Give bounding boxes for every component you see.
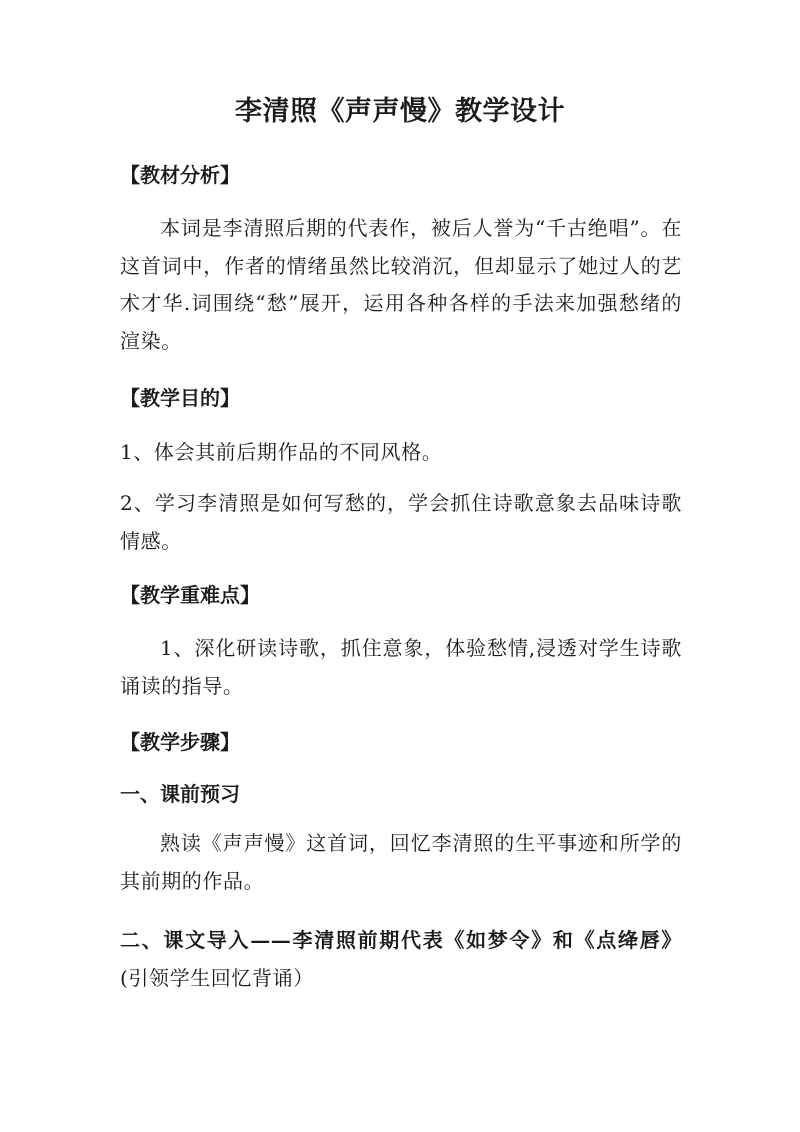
step-2-paragraph [120,922,682,997]
material-analysis-paragraph: 本词是李清照后期的代表作，被后人誉为“千古绝唱”。在这首词中，作者的情绪虽然比较消沉，但却显示了她过人的艺术才华.词围绕“愁”展开，运用各种各样的手法来加强愁绪的渲染。 [120,216,682,353]
section-heading-material-analysis: 【教材分析】 [120,163,240,187]
document-title: 李清照《声声慢》教学设计 [235,96,565,127]
objective-item-2: 2、学习李清照是如何写愁的，学会抓住诗歌意象去品味诗歌情感。 [120,491,682,553]
step-1-paragraph: 熟读《声声慢》这首词，回忆李清照的生平事迹和所学的其前期的作品。 [120,831,682,893]
step-2-note: (引领学生回忆背诵） [120,965,314,990]
step-1-heading: 一、课前预习 [120,782,240,806]
section-heading-key-points: 【教学重难点】 [120,583,260,607]
objective-item-1: 1、体会其前后期作品的不同风格。 [120,440,443,464]
key-points-paragraph: 1、深化研读诗歌，抓住意象，体验愁情,浸透对学生诗歌诵读的指导。 [120,636,682,698]
step-2-heading: 二、课文导入——李清照前期代表《如梦令》和《点绛唇》 [120,928,682,952]
section-heading-steps: 【教学步骤】 [120,730,240,754]
section-heading-objectives: 【教学目的】 [120,386,240,410]
